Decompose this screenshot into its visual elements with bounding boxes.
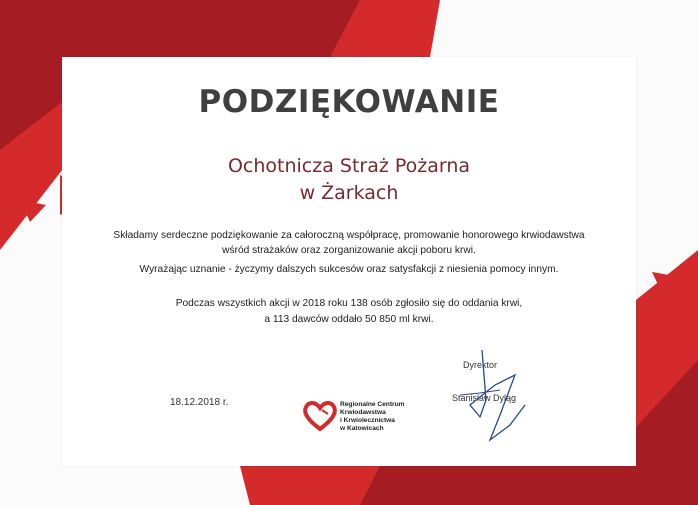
issuer-line-1: Regionalne Centrum xyxy=(340,401,405,408)
issuer-block xyxy=(340,401,404,433)
body-line-1: Składamy serdeczne podziękowanie za całoroczną współpracę, promowanie honorowego krwiodawstwa xyxy=(113,230,585,241)
issuer-line-2: Krwiodawstwa xyxy=(340,409,386,416)
handwritten-signature xyxy=(440,345,530,450)
issue-date: 18.12.2018 r. xyxy=(170,397,229,408)
certificate-title: PODZIĘKOWANIE xyxy=(198,84,500,120)
body-line-2: wśród strażaków oraz zorganizowanie akcji poboru krwi. xyxy=(222,245,476,256)
issuer-line-4: w Katowicach xyxy=(340,425,384,432)
body-line-4: Podczas wszystkich akcji w 2018 roku 138 osób zgłosiło się do oddania krwi, xyxy=(175,298,523,309)
recipient-line-2: w Żarkach xyxy=(299,182,399,204)
signatory-role: Dyrektor xyxy=(463,360,498,370)
signatory-name: Stanisław Dyląg xyxy=(452,393,517,403)
body-line-3: Wyrażając uznanie - życzymy dalszych sukcesów oraz satysfakcji z niesienia pomocy innym. xyxy=(139,264,559,275)
issuer-line-3: i Krwiolecznictwa xyxy=(340,417,395,424)
recipient-line-1: Ochotnicza Straż Pożarna xyxy=(227,155,471,177)
heart-logo-icon xyxy=(302,398,338,432)
body-line-5: a 113 dawców oddało 50 850 ml krwi. xyxy=(264,314,434,325)
